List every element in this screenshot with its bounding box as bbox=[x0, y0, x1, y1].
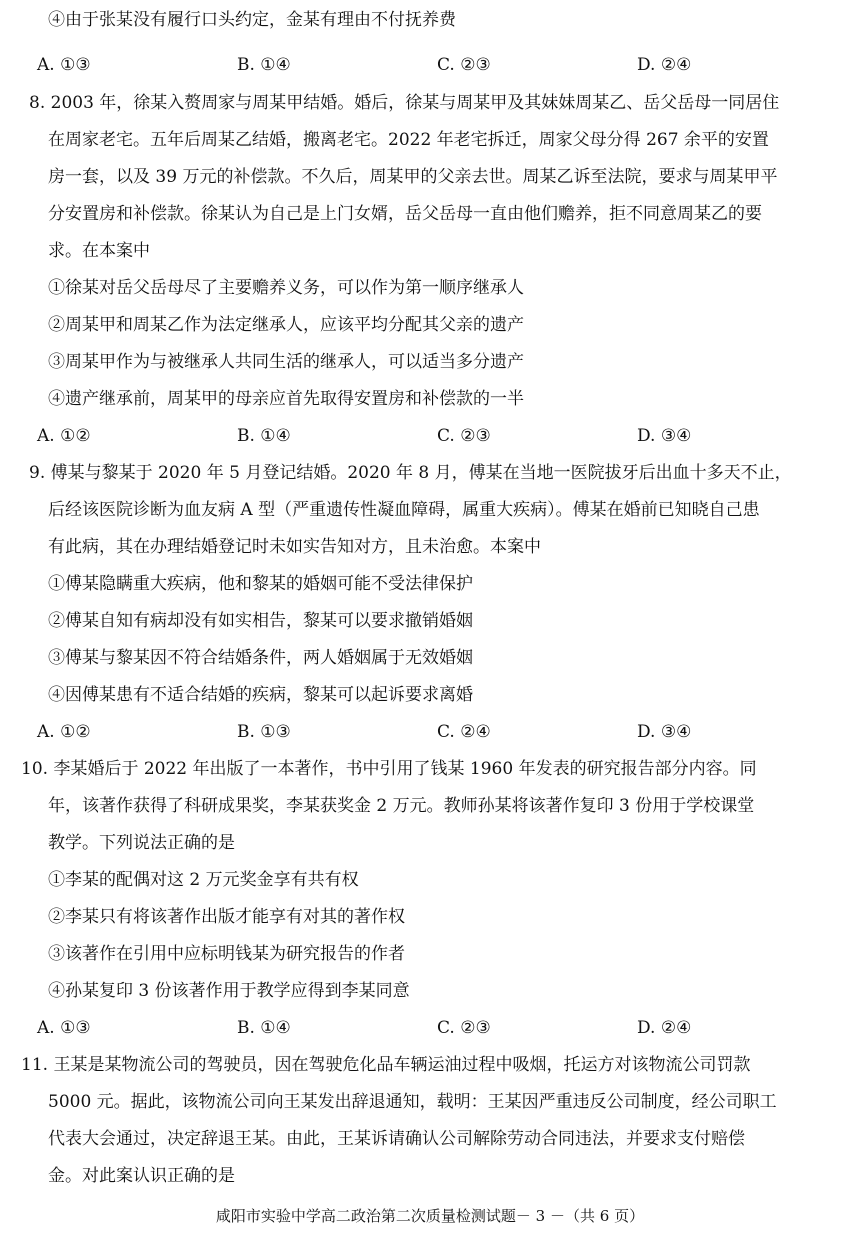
q9-statement-3: ③傅某与黎某因不符合结婚条件，两人婚姻属于无效婚姻 bbox=[48, 648, 473, 668]
option-a: A. ①② bbox=[37, 426, 91, 446]
option-d: D. ③④ bbox=[637, 722, 692, 742]
q11-line-4: 金。对此案认识正确的是 bbox=[48, 1166, 235, 1186]
q11-line-1: 11. 王某是某物流公司的驾驶员，因在驾驶危化品车辆运油过程中吸烟，托运方对该物流公司罚款 bbox=[21, 1055, 751, 1075]
option-a: A. ①③ bbox=[37, 1018, 91, 1038]
option-b: B. ①④ bbox=[237, 1018, 291, 1038]
q9-options bbox=[0, 720, 860, 744]
q9-statement-2: ②傅某自知有病却没有如实相告，黎某可以要求撤销婚姻 bbox=[48, 611, 473, 631]
q9-line-3: 有此病，其在办理结婚登记时未如实告知对方，且未治愈。本案中 bbox=[48, 537, 541, 557]
q10-line-2: 年，该著作获得了科研成果奖，李某获奖金 2 万元。教师孙某将该著作复印 3 份用于学校课堂 bbox=[48, 796, 755, 816]
prev-options bbox=[0, 53, 860, 77]
option-b: B. ①④ bbox=[237, 55, 291, 75]
q9-line-2: 后经该医院诊断为血友病 A 型（严重遗传性凝血障碍，属重大疾病）。傅某在婚前已知晓自己患 bbox=[48, 500, 760, 520]
option-d: D. ②④ bbox=[637, 1018, 692, 1038]
q8-line-1: 8. 2003 年，徐某入赘周家与周某甲结婚。婚后，徐某与周某甲及其妹妹周某乙、岳父岳母一同居住 bbox=[29, 93, 780, 113]
option-c: C. ②③ bbox=[437, 426, 491, 446]
q11-line-2: 5000 元。据此，该物流公司向王某发出辞退通知，载明：王某因严重违反公司制度，经公司职工 bbox=[48, 1092, 777, 1112]
prev-statement-4: ④由于张某没有履行口头约定，金某有理由不付抚养费 bbox=[48, 10, 456, 30]
page-footer: 咸阳市实验中学高二政治第二次质量检测试题－ 3 －（共 6 页） bbox=[215, 1207, 645, 1225]
q8-line-3: 房一套，以及 39 万元的补偿款。不久后，周某甲的父亲去世。周某乙诉至法院，要求与周某甲平 bbox=[48, 167, 778, 187]
q10-line-3: 教学。下列说法正确的是 bbox=[48, 833, 235, 853]
q8-line-5: 求。在本案中 bbox=[48, 241, 150, 261]
q10-line-1: 10. 李某婚后于 2022 年出版了一本著作，书中引用了钱某 1960 年发表的研究报告部分内容。同 bbox=[21, 759, 757, 779]
q11-line-3: 代表大会通过，决定辞退王某。由此，王某诉请确认公司解除劳动合同违法，并要求支付赔偿 bbox=[48, 1129, 745, 1149]
q8-line-2: 在周家老宅。五年后周某乙结婚，搬离老宅。2022 年老宅拆迁，周家父母分得 267 余平的安置 bbox=[48, 130, 769, 150]
q9-line-1: 9. 傅某与黎某于 2020 年 5 月登记结婚。2020 年 8 月，傅某在当地一医院拔牙后出血十多天不止， bbox=[29, 463, 792, 483]
q8-statement-3: ③周某甲作为与被继承人共同生活的继承人，可以适当多分遗产 bbox=[48, 352, 524, 372]
q10-statement-1: ①李某的配偶对这 2 万元奖金享有共有权 bbox=[48, 870, 359, 890]
option-b: B. ①③ bbox=[237, 722, 291, 742]
q8-statement-2: ②周某甲和周某乙作为法定继承人，应该平均分配其父亲的遗产 bbox=[48, 315, 524, 335]
option-d: D. ③④ bbox=[637, 426, 692, 446]
option-a: A. ①③ bbox=[37, 55, 91, 75]
q8-statement-4: ④遗产继承前，周某甲的母亲应首先取得安置房和补偿款的一半 bbox=[48, 389, 524, 409]
option-c: C. ②③ bbox=[437, 1018, 491, 1038]
q10-options bbox=[0, 1016, 860, 1040]
q10-statement-2: ②李某只有将该著作出版才能享有对其的著作权 bbox=[48, 907, 405, 927]
option-c: C. ②③ bbox=[437, 55, 491, 75]
q10-statement-4: ④孙某复印 3 份该著作用于教学应得到李某同意 bbox=[48, 981, 410, 1001]
q8-options bbox=[0, 424, 860, 448]
q10-statement-3: ③该著作在引用中应标明钱某为研究报告的作者 bbox=[48, 944, 405, 964]
option-a: A. ①② bbox=[37, 722, 91, 742]
option-b: B. ①④ bbox=[237, 426, 291, 446]
q9-statement-4: ④因傅某患有不适合结婚的疾病，黎某可以起诉要求离婚 bbox=[48, 685, 473, 705]
option-c: C. ②④ bbox=[437, 722, 491, 742]
q8-line-4: 分安置房和补偿款。徐某认为自己是上门女婿，岳父岳母一直由他们赡养，拒不同意周某乙的要 bbox=[48, 204, 762, 224]
q8-statement-1: ①徐某对岳父岳母尽了主要赡养义务，可以作为第一顺序继承人 bbox=[48, 278, 524, 298]
q9-statement-1: ①傅某隐瞒重大疾病，他和黎某的婚姻可能不受法律保护 bbox=[48, 574, 473, 594]
option-d: D. ②④ bbox=[637, 55, 692, 75]
